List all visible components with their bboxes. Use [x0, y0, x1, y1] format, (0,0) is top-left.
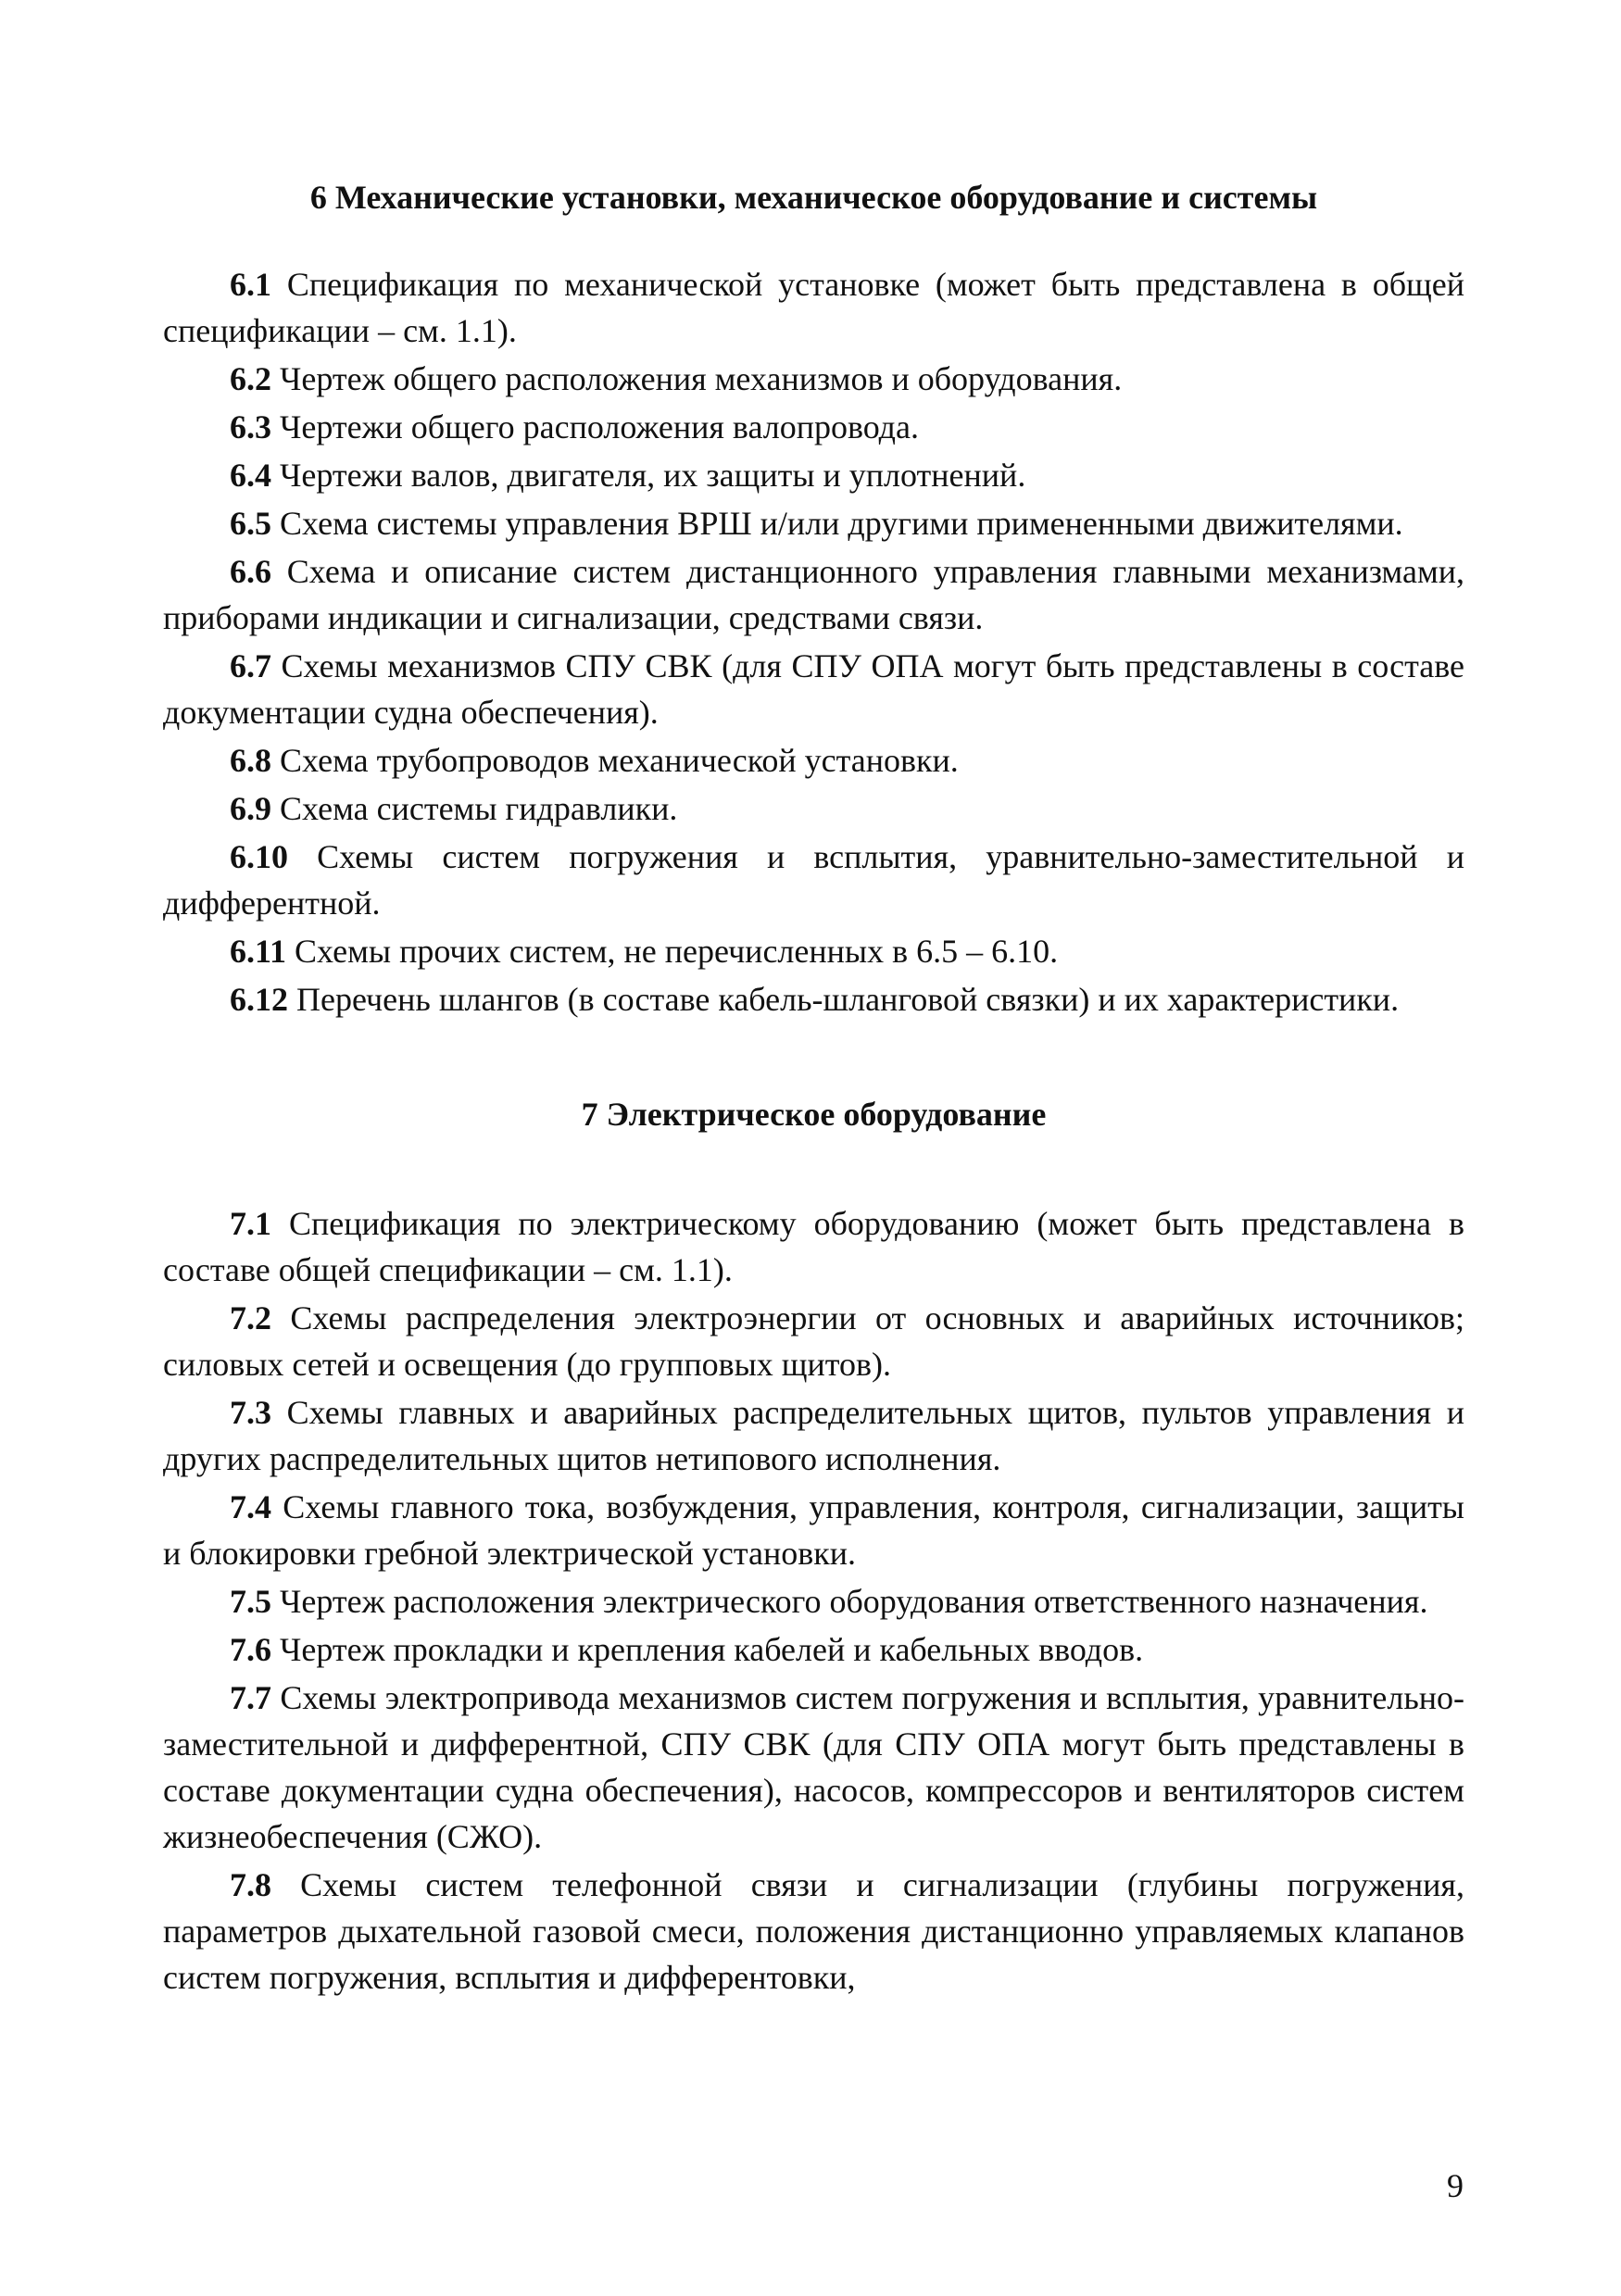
item-number: 6.1 [230, 266, 271, 303]
paragraph-7-8 [163, 1862, 1464, 2001]
item-text: Спецификация по механической установке (может быть представлена в общей спецификации – см. 1.1). [163, 266, 1464, 349]
paragraph-7-6 [163, 1626, 1464, 1673]
item-text: Схемы систем телефонной связи и сигнализации (глубины погружения, параметров дыхательной газовой смеси, положения дистанционно управляемых клапанов систем погружения, всплытия и дифферентовки, [163, 1866, 1464, 1996]
section-7-list [163, 1200, 1464, 2001]
item-number: 7.3 [230, 1394, 271, 1431]
item-text: Схемы распределения электроэнергии от основных и аварийных источников; силовых сетей и освещения (до групповых щитов). [163, 1299, 1464, 1383]
item-text: Схемы электропривода механизмов систем погружения и всплытия, уравнительно-заместительной и дифферентной, СПУ СВК (для СПУ ОПА могут быть представлены в составе документации судна обеспечения), насосов, компрессоров и вентиляторов систем жизнеобеспечения (СЖО). [163, 1679, 1464, 1855]
section-6-heading: 6 Механические установки, механическое оборудование и системы [309, 179, 1318, 216]
item-number: 6.10 [230, 838, 288, 875]
paragraph-7-3 [163, 1389, 1464, 1482]
item-text: Схема системы гидравлики. [271, 790, 678, 827]
item-number: 6.3 [230, 408, 271, 445]
item-text: Спецификация по электрическому оборудованию (может быть представлена в составе общей спецификации – см. 1.1). [163, 1205, 1464, 1288]
item-number: 6.11 [230, 933, 287, 970]
section-6-list [163, 261, 1464, 1023]
item-number: 7.8 [230, 1866, 271, 1903]
item-text: Чертеж общего расположения механизмов и оборудования. [271, 360, 1123, 397]
paragraph-7-4 [163, 1484, 1464, 1576]
item-text: Схемы главных и аварийных распределительных щитов, пультов управления и других распределительных щитов нетипового исполнения. [163, 1394, 1464, 1477]
item-number: 7.1 [230, 1205, 271, 1242]
page-content [163, 174, 1464, 2002]
item-number: 7.5 [230, 1583, 271, 1620]
item-number: 6.7 [230, 647, 271, 684]
item-number: 6.4 [230, 457, 271, 494]
item-number: 7.2 [230, 1299, 271, 1336]
item-text: Чертеж прокладки и крепления кабелей и кабельных вводов. [271, 1631, 1144, 1668]
paragraph-6-8 [163, 737, 1464, 784]
item-text: Схемы главного тока, возбуждения, управления, контроля, сигнализации, защиты и блокировки гребной электрической установки. [163, 1488, 1464, 1572]
item-text: Чертежи общего расположения валопровода. [271, 408, 919, 445]
item-number: 7.6 [230, 1631, 271, 1668]
item-number: 6.8 [230, 742, 271, 779]
item-number: 6.12 [230, 981, 288, 1018]
paragraph-6-5 [163, 500, 1464, 546]
paragraph-6-1 [163, 261, 1464, 354]
item-number: 7.7 [230, 1679, 271, 1716]
item-text: Схемы систем погружения и всплытия, уравнительно-заместительной и дифферентной. [163, 838, 1464, 922]
item-number: 6.2 [230, 360, 271, 397]
paragraph-6-3 [163, 404, 1464, 450]
paragraph-6-6 [163, 548, 1464, 641]
item-text: Схема трубопроводов механической установки. [271, 742, 959, 779]
paragraph-7-5 [163, 1578, 1464, 1625]
item-text: Схемы механизмов СПУ СВК (для СПУ ОПА могут быть представлены в составе документации судна обеспечения). [163, 647, 1464, 731]
paragraph-7-1 [163, 1200, 1464, 1293]
item-number: 7.4 [230, 1488, 271, 1525]
item-number: 6.6 [230, 553, 271, 590]
item-text: Схема и описание систем дистанционного управления главными механизмами, приборами индикации и сигнализации, средствами связи. [163, 553, 1464, 636]
paragraph-6-12 [163, 976, 1464, 1023]
item-text: Чертеж расположения электрического оборудования ответственного назначения. [271, 1583, 1428, 1620]
item-number: 6.9 [230, 790, 271, 827]
paragraph-6-4 [163, 452, 1464, 498]
paragraph-7-7 [163, 1675, 1464, 1860]
item-text: Схемы прочих систем, не перечисленных в 6.5 – 6.10. [286, 933, 1059, 970]
paragraph-6-11 [163, 928, 1464, 974]
item-text: Схема системы управления ВРШ и/или другими примененными движителями. [271, 505, 1403, 542]
item-number: 6.5 [230, 505, 271, 542]
item-text: Чертежи валов, двигателя, их защиты и уплотнений. [271, 457, 1026, 494]
paragraph-6-9 [163, 785, 1464, 832]
paragraph-6-10 [163, 834, 1464, 926]
paragraph-7-2 [163, 1295, 1464, 1387]
paragraph-6-7 [163, 643, 1464, 735]
item-text: Перечень шлангов (в составе кабель-шланговой связки) и их характеристики. [288, 981, 1400, 1018]
page-number: 9 [1447, 2167, 1464, 2204]
paragraph-6-2 [163, 356, 1464, 402]
section-7-heading: 7 Электрическое оборудование [581, 1096, 1047, 1133]
